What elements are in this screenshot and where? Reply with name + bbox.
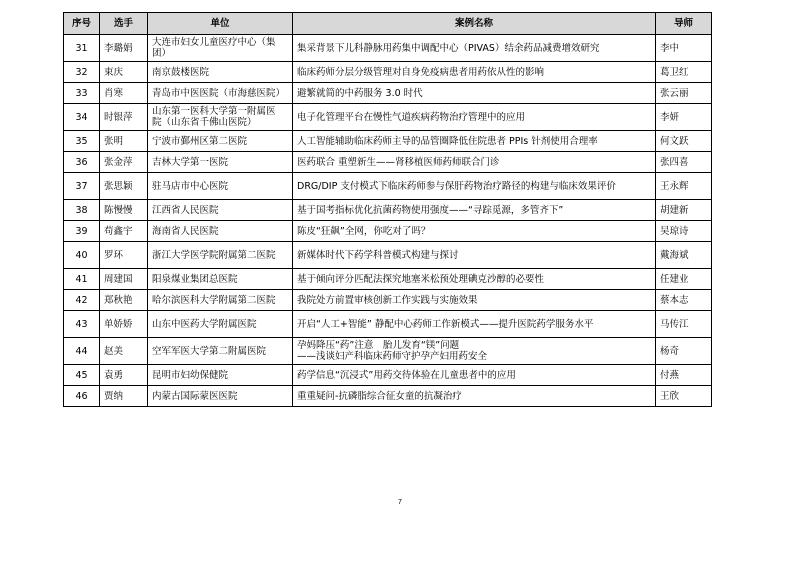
mentor-name: 杨奇: [656, 338, 712, 365]
hospital-unit: [148, 173, 293, 200]
case-title: [293, 311, 656, 338]
unit-line: 团）: [152, 48, 172, 59]
row-number: 42: [64, 290, 100, 311]
hospital-unit: [148, 62, 293, 83]
unit-line: 院（山东省千佛山医院）: [152, 117, 257, 128]
table-row: [64, 35, 712, 62]
player-name: 张明: [100, 131, 148, 152]
mentor-name: 戴海斌: [656, 242, 712, 269]
player-name: 张金萍: [100, 152, 148, 173]
table-row: [64, 365, 712, 386]
row-number: 38: [64, 200, 100, 221]
row-number: 34: [64, 104, 100, 131]
unit-line: 吉林大学第一医院: [152, 156, 229, 168]
table-row: [64, 173, 712, 200]
table-row: [64, 311, 712, 338]
mentor-name: 付燕: [656, 365, 712, 386]
case-line: 新媒体时代下药学科普模式构建与探讨: [297, 249, 459, 261]
case-line: 电子化管理平台在慢性气道疾病药物治疗管理中的应用: [297, 111, 526, 123]
mentor-name: 李妍: [656, 104, 712, 131]
mentor-name: 马传江: [656, 311, 712, 338]
mentor-name: 胡建新: [656, 200, 712, 221]
case-title: [293, 62, 656, 83]
player-name: 李璐娟: [100, 35, 148, 62]
hospital-unit: [148, 386, 293, 407]
unit-line: 山东第一医科大学第一附属医: [152, 106, 276, 117]
case-title: [293, 152, 656, 173]
table-header-row: [64, 13, 712, 35]
mentor-name: 任建业: [656, 269, 712, 290]
table-row: [64, 131, 712, 152]
player-name: 时银萍: [100, 104, 148, 131]
row-number: 32: [64, 62, 100, 83]
unit-line: 空军军医大学第二附属医院: [152, 345, 267, 357]
case-line: 陈皮“狂飙”全网，你吃对了吗？: [297, 225, 431, 237]
player-name: 罗环: [100, 242, 148, 269]
mentor-name: 张云丽: [656, 83, 712, 104]
row-number: 45: [64, 365, 100, 386]
player-name: 赵美: [100, 338, 148, 365]
header-case: 案例名称: [293, 13, 656, 35]
hospital-unit: [148, 83, 293, 104]
table-row: [64, 242, 712, 269]
mentor-name: 张四喜: [656, 152, 712, 173]
unit-line: 浙江大学医学院附属第二医院: [152, 249, 276, 261]
player-name: 周建国: [100, 269, 148, 290]
table-row: [64, 338, 712, 365]
hospital-unit: [148, 242, 293, 269]
mentor-name: 蔡本志: [656, 290, 712, 311]
mentor-name: 王永辉: [656, 173, 712, 200]
table-row: [64, 290, 712, 311]
case-line: 开启“人工+智能” 静配中心药师工作新模式——提升医院药学服务水平: [297, 318, 594, 330]
table-row: [64, 386, 712, 407]
case-line: ——浅谈妇产科临床药师守护孕产妇用药安全: [297, 351, 488, 362]
case-line: 基于国考指标优化抗菌药物使用强度——“寻踪觅源，多管齐下”: [297, 204, 564, 216]
case-title: [293, 338, 656, 365]
case-line: 孕妈降压“药”注意 胎儿发育“镁”问题: [297, 340, 460, 351]
unit-line: 哈尔滨医科大学附属第二医院: [152, 294, 276, 306]
hospital-unit: [148, 311, 293, 338]
header-mentor: 导师: [656, 13, 712, 35]
case-line: 基于倾向评分匹配法探究地塞米松预处理碘克沙醇的必要性: [297, 273, 545, 285]
row-number: 41: [64, 269, 100, 290]
hospital-unit: [148, 152, 293, 173]
row-number: 44: [64, 338, 100, 365]
player-name: 苟鑫宇: [100, 221, 148, 242]
table-row: [64, 152, 712, 173]
player-name: 郑秋艳: [100, 290, 148, 311]
unit-line: 宁波市鄞州区第二医院: [152, 135, 248, 147]
case-line: 我院处方前置审核创新工作实践与实施效果: [297, 294, 478, 306]
case-title: [293, 131, 656, 152]
case-line: 医药联合 重塑新生——肾移植医师药师联合门诊: [297, 156, 500, 168]
case-title: [293, 221, 656, 242]
case-title: [293, 365, 656, 386]
player-name: 袁勇: [100, 365, 148, 386]
unit-line: 青岛市中医医院（市海慈医院）: [152, 87, 286, 99]
unit-line: 海南省人民医院: [152, 225, 219, 237]
row-number: 39: [64, 221, 100, 242]
table-row: [64, 221, 712, 242]
row-number: 40: [64, 242, 100, 269]
header-player: 选手: [100, 13, 148, 35]
hospital-unit: [148, 104, 293, 131]
table-row: [64, 200, 712, 221]
hospital-unit: [148, 221, 293, 242]
unit-line: 阳泉煤业集团总医院: [152, 273, 238, 285]
row-number: 35: [64, 131, 100, 152]
table-row: [64, 104, 712, 131]
hospital-unit: [148, 290, 293, 311]
case-title: [293, 290, 656, 311]
hospital-unit: [148, 269, 293, 290]
row-number: 46: [64, 386, 100, 407]
case-title: [293, 35, 656, 62]
player-name: 贾纳: [100, 386, 148, 407]
mentor-name: 吴琼诗: [656, 221, 712, 242]
unit-line: 昆明市妇幼保健院: [152, 369, 229, 381]
mentor-name: 王欣: [656, 386, 712, 407]
mentor-name: 李中: [656, 35, 712, 62]
header-no: 序号: [64, 13, 100, 35]
case-line: 重重疑问-抗磷脂综合征女童的抗凝治疗: [297, 390, 462, 402]
case-title: [293, 242, 656, 269]
case-line: 临床药师分层分级管理对自身免疫病患者用药依从性的影响: [297, 66, 545, 78]
player-name: 肖寒: [100, 83, 148, 104]
row-number: 37: [64, 173, 100, 200]
unit-line: 驻马店市中心医院: [152, 180, 229, 192]
row-number: 43: [64, 311, 100, 338]
case-line: 避繁就简的中药服务 3.0 时代: [297, 87, 423, 99]
mentor-name: 葛卫红: [656, 62, 712, 83]
row-number: 36: [64, 152, 100, 173]
player-name: 束庆: [100, 62, 148, 83]
unit-line: 内蒙古国际蒙医医院: [152, 390, 238, 402]
case-title: [293, 386, 656, 407]
unit-line: 山东中医药大学附属医院: [152, 318, 257, 330]
hospital-unit: [148, 200, 293, 221]
case-line: 人工智能辅助临床药师主导的品管圈降低住院患者 PPIs 针剂使用合理率: [297, 135, 598, 147]
case-title: [293, 83, 656, 104]
header-unit: 单位: [148, 13, 293, 35]
table-row: [64, 83, 712, 104]
case-title: [293, 104, 656, 131]
hospital-unit: [148, 35, 293, 62]
hospital-unit: [148, 338, 293, 365]
mentor-name: 何文跃: [656, 131, 712, 152]
case-line: 集采背景下儿科静脉用药集中调配中心（PIVAS）结余药品减费增效研究: [297, 42, 600, 54]
case-title: [293, 200, 656, 221]
case-line: 药学信息“沉浸式”用药交待体验在儿童患者中的应用: [297, 369, 516, 381]
unit-line: 大连市妇女儿童医疗中心（集: [152, 37, 276, 48]
table-row: [64, 269, 712, 290]
row-number: 31: [64, 35, 100, 62]
case-table: [63, 12, 712, 407]
case-title: [293, 269, 656, 290]
player-name: 单娇娇: [100, 311, 148, 338]
table-body: [64, 35, 712, 407]
player-name: 张思颖: [100, 173, 148, 200]
row-number: 33: [64, 83, 100, 104]
hospital-unit: [148, 131, 293, 152]
table-row: [64, 62, 712, 83]
hospital-unit: [148, 365, 293, 386]
case-title: [293, 173, 656, 200]
case-line: DRG/DIP 支付模式下临床药师参与保肝药物治疗路径的构建与临床效果评价: [297, 180, 616, 192]
player-name: 陈慢慢: [100, 200, 148, 221]
unit-line: 南京鼓楼医院: [152, 66, 210, 78]
unit-line: 江西省人民医院: [152, 204, 219, 216]
page-number: 7: [398, 499, 402, 506]
